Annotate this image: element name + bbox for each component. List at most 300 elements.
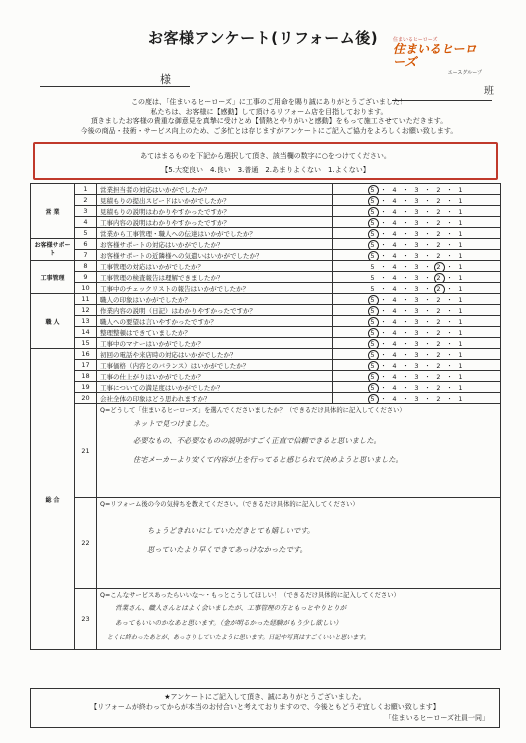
rating-separator: ・ bbox=[402, 383, 409, 392]
rating-separator: ・ bbox=[380, 284, 387, 293]
rating-option-2[interactable]: 2 bbox=[436, 251, 441, 260]
rating-separator: ・ bbox=[402, 394, 409, 403]
rating-separator: ・ bbox=[446, 251, 453, 260]
logo-tagline: 住まいるヒーローズ bbox=[393, 37, 438, 43]
rating-option-4[interactable]: 4 bbox=[392, 273, 397, 282]
rating-scale[interactable] bbox=[333, 360, 501, 371]
rating-separator: ・ bbox=[446, 229, 453, 238]
rating-separator: ・ bbox=[424, 317, 431, 326]
rating-separator: ・ bbox=[424, 196, 431, 205]
rating-option-4[interactable]: 4 bbox=[392, 306, 397, 315]
rating-scale[interactable] bbox=[333, 382, 501, 393]
question-text: お客様サポートの近隣様への気遣いはいかがでしたか？ bbox=[97, 250, 333, 261]
table-row bbox=[31, 393, 501, 404]
rating-separator: ・ bbox=[424, 394, 431, 403]
rating-scale[interactable] bbox=[333, 184, 501, 195]
question-text: 作業内容の説明（日記）はわかりやすかったですか？ bbox=[97, 305, 333, 316]
rating-option-2[interactable]: 2 bbox=[432, 285, 446, 293]
rating-scale[interactable] bbox=[333, 294, 501, 305]
rating-option-2[interactable]: 2 bbox=[436, 185, 441, 194]
question-text: 工事中のチェックリストの報告はいかがでしたか？ bbox=[97, 283, 333, 294]
table-row bbox=[31, 338, 501, 349]
rating-option-2[interactable]: 2 bbox=[436, 317, 441, 326]
table-row bbox=[31, 217, 501, 228]
rating-separator: ・ bbox=[402, 207, 409, 216]
rating-option-4[interactable]: 4 bbox=[392, 229, 397, 238]
rating-option-2[interactable]: 2 bbox=[436, 372, 441, 381]
rating-option-5[interactable]: 5 bbox=[366, 351, 380, 359]
category-kanri: 工事管理 bbox=[31, 261, 75, 294]
rating-option-4[interactable]: 4 bbox=[392, 317, 397, 326]
category-eigyo: 営 業 bbox=[31, 184, 75, 239]
rating-separator: ・ bbox=[402, 185, 409, 194]
rating-option-5[interactable]: 5 bbox=[366, 384, 380, 392]
rating-option-3[interactable]: 3 bbox=[414, 372, 419, 381]
logo-sub: エースグループ bbox=[447, 70, 482, 76]
rating-option-4[interactable]: 4 bbox=[392, 361, 397, 370]
rating-options bbox=[366, 384, 468, 392]
category-support: お客様サポート bbox=[31, 239, 75, 261]
rating-options bbox=[366, 296, 468, 304]
rating-option-4[interactable]: 4 bbox=[392, 240, 397, 249]
rating-separator: ・ bbox=[380, 394, 387, 403]
rating-separator: ・ bbox=[446, 240, 453, 249]
rating-separator: ・ bbox=[402, 317, 409, 326]
rating-scale[interactable] bbox=[333, 371, 501, 382]
rating-scale[interactable] bbox=[333, 195, 501, 206]
rating-option-1[interactable]: 1 bbox=[458, 339, 463, 348]
rating-option-1[interactable]: 1 bbox=[458, 350, 463, 359]
rating-separator: ・ bbox=[380, 372, 387, 381]
rating-scale[interactable] bbox=[333, 283, 501, 294]
question-number: 3 bbox=[75, 206, 97, 217]
rating-option-5[interactable]: 5 bbox=[366, 318, 380, 326]
rating-option-2[interactable]: 2 bbox=[432, 274, 446, 282]
handwritten-answer: 必要なもの、不必要なものの説明がすごく正直で信頼できると思いました。 bbox=[133, 436, 381, 445]
rating-separator: ・ bbox=[402, 273, 409, 282]
rating-option-4[interactable]: 4 bbox=[392, 328, 397, 337]
rating-separator: ・ bbox=[380, 306, 387, 315]
open-answer-22[interactable] bbox=[97, 498, 501, 589]
question-text: 見積もりの提出スピードはいかがでしたか？ bbox=[97, 195, 333, 206]
table-row bbox=[31, 316, 501, 327]
rating-option-5[interactable]: 5 bbox=[366, 197, 380, 205]
rating-separator: ・ bbox=[446, 372, 453, 381]
rating-option-3[interactable]: 3 bbox=[414, 350, 419, 359]
rating-option-1[interactable]: 1 bbox=[458, 372, 463, 381]
rating-separator: ・ bbox=[424, 339, 431, 348]
question-number: 16 bbox=[75, 349, 97, 360]
question-text: 会社全体の印象はどう思われますか？ bbox=[97, 393, 333, 404]
rating-option-4[interactable]: 4 bbox=[392, 383, 397, 392]
intro-line: 私たちは、お客様に【感動】して頂けるリフォーム店を目指しております。 bbox=[150, 107, 388, 116]
footer-thanks: ★アンケートにご記入して頂き、誠にありがとうございました。 bbox=[164, 693, 366, 701]
rating-scale[interactable] bbox=[333, 272, 501, 283]
rating-options bbox=[366, 263, 468, 271]
question-text: 工事管理の対応はいかがでしたか？ bbox=[97, 261, 333, 272]
rating-option-4[interactable]: 4 bbox=[392, 295, 397, 304]
rating-option-4[interactable]: 4 bbox=[392, 339, 397, 348]
rating-separator: ・ bbox=[380, 295, 387, 304]
question-number: 5 bbox=[75, 228, 97, 239]
rating-option-5[interactable]: 5 bbox=[366, 395, 380, 403]
rating-legend: 【5.大変良い 4.良い 3.普通 2.あまりよくない 1.よくない】 bbox=[161, 166, 370, 174]
question-number: 14 bbox=[75, 327, 97, 338]
rating-option-3[interactable]: 3 bbox=[414, 339, 419, 348]
rating-option-5[interactable]: 5 bbox=[366, 208, 380, 216]
question-number: 9 bbox=[75, 272, 97, 283]
rating-option-1[interactable]: 1 bbox=[458, 317, 463, 326]
question-number: 1 bbox=[75, 184, 97, 195]
rating-separator: ・ bbox=[380, 383, 387, 392]
rating-option-5[interactable]: 5 bbox=[370, 273, 375, 282]
rating-options bbox=[366, 395, 468, 403]
rating-separator: ・ bbox=[424, 218, 431, 227]
question-number: 18 bbox=[75, 371, 97, 382]
rating-separator: ・ bbox=[424, 273, 431, 282]
rating-separator: ・ bbox=[446, 218, 453, 227]
table-row bbox=[31, 250, 501, 261]
rating-separator: ・ bbox=[380, 218, 387, 227]
rating-option-3[interactable]: 3 bbox=[414, 273, 419, 282]
handwritten-answer: 営業さん、職人さんとはよく会いましたが、工事管理の方ともっとやりとりが bbox=[115, 604, 347, 612]
rating-option-3[interactable]: 3 bbox=[414, 295, 419, 304]
table-row bbox=[31, 498, 501, 589]
rating-separator: ・ bbox=[402, 196, 409, 205]
rating-option-2[interactable]: 2 bbox=[432, 263, 446, 271]
rating-option-1[interactable]: 1 bbox=[458, 207, 463, 216]
rating-scale[interactable] bbox=[333, 338, 501, 349]
question-text: 工事中のマナーはいかがでしたか？ bbox=[97, 338, 333, 349]
rating-scale[interactable] bbox=[333, 217, 501, 228]
rating-option-2[interactable]: 2 bbox=[436, 306, 441, 315]
footer-signature: 「住まいるヒーローズ社員一同」 bbox=[384, 714, 489, 722]
rating-option-3[interactable]: 3 bbox=[414, 196, 419, 205]
rating-separator: ・ bbox=[446, 196, 453, 205]
rating-separator: ・ bbox=[402, 339, 409, 348]
rating-option-2[interactable]: 2 bbox=[436, 350, 441, 359]
rating-option-1[interactable]: 1 bbox=[458, 196, 463, 205]
rating-option-5[interactable]: 5 bbox=[366, 219, 380, 227]
rating-separator: ・ bbox=[402, 240, 409, 249]
rating-options bbox=[366, 351, 468, 359]
rating-option-4[interactable]: 4 bbox=[392, 372, 397, 381]
rating-option-1[interactable]: 1 bbox=[458, 361, 463, 370]
rating-option-2[interactable]: 2 bbox=[436, 361, 441, 370]
rating-options bbox=[366, 241, 468, 249]
rating-scale[interactable] bbox=[333, 250, 501, 261]
rating-separator: ・ bbox=[424, 284, 431, 293]
rating-options bbox=[366, 274, 468, 282]
rating-option-1[interactable]: 1 bbox=[458, 295, 463, 304]
rating-option-5[interactable]: 5 bbox=[366, 241, 380, 249]
rating-option-4[interactable]: 4 bbox=[392, 196, 397, 205]
rating-option-2[interactable]: 2 bbox=[436, 339, 441, 348]
rating-separator: ・ bbox=[402, 218, 409, 227]
rating-option-4[interactable]: 4 bbox=[392, 350, 397, 359]
rating-separator: ・ bbox=[446, 317, 453, 326]
customer-suffix: 様 bbox=[160, 73, 171, 86]
rating-separator: ・ bbox=[380, 339, 387, 348]
handwritten-answer: 思っていたより早くできてあっけなかったです。 bbox=[147, 545, 307, 554]
rating-separator: ・ bbox=[380, 317, 387, 326]
rating-separator: ・ bbox=[424, 207, 431, 216]
rating-options bbox=[366, 208, 468, 216]
rating-option-5[interactable]: 5 bbox=[366, 340, 380, 348]
question-number: 6 bbox=[75, 239, 97, 250]
question-text: お客様サポートの対応はいかがでしたか？ bbox=[97, 239, 333, 250]
rating-option-5[interactable]: 5 bbox=[366, 186, 380, 194]
rating-separator: ・ bbox=[380, 229, 387, 238]
rating-option-4[interactable]: 4 bbox=[392, 185, 397, 194]
rating-option-4[interactable]: 4 bbox=[392, 284, 397, 293]
rating-separator: ・ bbox=[446, 328, 453, 337]
rating-option-1[interactable]: 1 bbox=[458, 251, 463, 260]
rating-option-4[interactable]: 4 bbox=[392, 251, 397, 260]
open-answer-21[interactable] bbox=[97, 404, 501, 498]
rating-option-1[interactable]: 1 bbox=[458, 218, 463, 227]
open-question-text: Q=リフォーム後の今の気持ちを教えてください。（できるだけ具体的に記入してください） bbox=[100, 501, 359, 508]
rating-separator: ・ bbox=[424, 306, 431, 315]
intro-line: 今後の商品・技術・サービス向上のため、ご多忙とは存じますがアンケートにご記入ご協力をよろしくお願い致します。 bbox=[80, 126, 458, 135]
rating-option-2[interactable]: 2 bbox=[436, 196, 441, 205]
table-row bbox=[31, 184, 501, 195]
company-logo bbox=[393, 36, 488, 76]
rating-option-4[interactable]: 4 bbox=[392, 218, 397, 227]
question-text: 整理整頓はできていましたか？ bbox=[97, 327, 333, 338]
table-row bbox=[31, 195, 501, 206]
rating-option-3[interactable]: 3 bbox=[414, 306, 419, 315]
question-text: 営業から工事管理・職人への伝達はいかがでしたか？ bbox=[97, 228, 333, 239]
question-text: 見積もりの説明はわかりやすかったですか？ bbox=[97, 206, 333, 217]
rating-separator: ・ bbox=[446, 262, 453, 271]
table-row bbox=[31, 349, 501, 360]
rating-separator: ・ bbox=[446, 383, 453, 392]
rating-separator: ・ bbox=[402, 284, 409, 293]
handwritten-answer: ネットで見つけました。 bbox=[133, 419, 214, 428]
rating-option-3[interactable]: 3 bbox=[414, 317, 419, 326]
rating-separator: ・ bbox=[446, 207, 453, 216]
rating-option-1[interactable]: 1 bbox=[458, 394, 463, 403]
question-text: 工事内容の説明はわかりやすかったですか？ bbox=[97, 217, 333, 228]
question-number: 23 bbox=[75, 589, 97, 650]
rating-options bbox=[366, 340, 468, 348]
question-number: 17 bbox=[75, 360, 97, 371]
question-text: 営業担当者の対応はいかがでしたか？ bbox=[97, 184, 333, 195]
rating-option-3[interactable]: 3 bbox=[414, 251, 419, 260]
rating-option-5[interactable]: 5 bbox=[370, 262, 375, 271]
rating-option-3[interactable]: 3 bbox=[414, 383, 419, 392]
rating-separator: ・ bbox=[380, 185, 387, 194]
rating-options bbox=[366, 219, 468, 227]
rating-separator: ・ bbox=[446, 339, 453, 348]
rating-option-1[interactable]: 1 bbox=[458, 383, 463, 392]
rating-option-4[interactable]: 4 bbox=[392, 207, 397, 216]
question-text: 工事管理の検査報告は理解できましたか？ bbox=[97, 272, 333, 283]
rating-separator: ・ bbox=[380, 361, 387, 370]
rating-options bbox=[366, 285, 468, 293]
rating-separator: ・ bbox=[402, 251, 409, 260]
rating-separator: ・ bbox=[424, 185, 431, 194]
rating-option-2[interactable]: 2 bbox=[436, 383, 441, 392]
rating-separator: ・ bbox=[424, 383, 431, 392]
rating-separator: ・ bbox=[446, 306, 453, 315]
rating-separator: ・ bbox=[402, 306, 409, 315]
table-row bbox=[31, 360, 501, 371]
rating-option-2[interactable]: 2 bbox=[436, 229, 441, 238]
rating-option-1[interactable]: 1 bbox=[458, 306, 463, 315]
question-text: 初回の電話や来店時の対応はいかがでしたか？ bbox=[97, 349, 333, 360]
rating-option-5[interactable]: 5 bbox=[366, 230, 380, 238]
rating-separator: ・ bbox=[424, 251, 431, 260]
rating-option-1[interactable]: 1 bbox=[458, 229, 463, 238]
question-text: 工事価格（内容とのバランス）はいかがでしたか？ bbox=[97, 360, 333, 371]
rating-option-5[interactable]: 5 bbox=[366, 329, 380, 337]
rating-option-3[interactable]: 3 bbox=[414, 262, 419, 271]
rating-separator: ・ bbox=[424, 240, 431, 249]
rating-scale[interactable] bbox=[333, 393, 501, 404]
rating-separator: ・ bbox=[424, 295, 431, 304]
table-row bbox=[31, 327, 501, 338]
rating-option-2[interactable]: 2 bbox=[436, 218, 441, 227]
category-sogo: 総 合 bbox=[31, 349, 75, 650]
rating-option-1[interactable]: 1 bbox=[458, 240, 463, 249]
rating-option-3[interactable]: 3 bbox=[414, 328, 419, 337]
rating-option-5[interactable]: 5 bbox=[370, 284, 375, 293]
question-text: 工事についての満足度はいかがでしたか？ bbox=[97, 382, 333, 393]
rating-separator: ・ bbox=[424, 350, 431, 359]
question-text: 工事の仕上がりはいかがでしたか？ bbox=[97, 371, 333, 382]
table-row bbox=[31, 239, 501, 250]
team-suffix: 班 bbox=[484, 86, 494, 97]
rating-separator: ・ bbox=[424, 361, 431, 370]
rating-option-1[interactable]: 1 bbox=[458, 185, 463, 194]
intro-line: 頂きましたお客様の貴重な御意見を真摯に受けとめ【情熱とやりがいと感動】をもって施工させていただきます。 bbox=[90, 117, 448, 125]
rating-separator: ・ bbox=[380, 273, 387, 282]
table-row bbox=[31, 261, 501, 272]
table-row bbox=[31, 371, 501, 382]
rating-separator: ・ bbox=[402, 372, 409, 381]
rating-option-3[interactable]: 3 bbox=[414, 218, 419, 227]
rating-scale[interactable] bbox=[333, 228, 501, 239]
rating-option-5[interactable]: 5 bbox=[366, 252, 380, 260]
rating-option-3[interactable]: 3 bbox=[414, 185, 419, 194]
instructions-box bbox=[33, 142, 498, 180]
rating-options bbox=[366, 362, 468, 370]
rating-separator: ・ bbox=[424, 229, 431, 238]
rating-option-1[interactable]: 1 bbox=[458, 273, 463, 282]
question-number: 4 bbox=[75, 217, 97, 228]
table-row bbox=[31, 305, 501, 316]
rating-scale[interactable] bbox=[333, 206, 501, 217]
rating-separator: ・ bbox=[424, 328, 431, 337]
table-row bbox=[31, 206, 501, 217]
rating-separator: ・ bbox=[402, 229, 409, 238]
open-answer-23[interactable] bbox=[97, 589, 501, 650]
table-row bbox=[31, 272, 501, 283]
rating-separator: ・ bbox=[380, 328, 387, 337]
rating-option-2[interactable]: 2 bbox=[436, 328, 441, 337]
category-shokunin: 職 人 bbox=[31, 294, 75, 349]
rating-separator: ・ bbox=[402, 328, 409, 337]
rating-option-3[interactable]: 3 bbox=[414, 229, 419, 238]
handwritten-answer: 住宅メーカーより安くて内容が上を行ってると感じられて決めようと思いました。 bbox=[133, 455, 403, 464]
rating-scale[interactable] bbox=[333, 305, 501, 316]
rating-separator: ・ bbox=[446, 284, 453, 293]
rating-option-4[interactable]: 4 bbox=[392, 394, 397, 403]
rating-option-3[interactable]: 3 bbox=[414, 394, 419, 403]
rating-options bbox=[366, 318, 468, 326]
rating-options bbox=[366, 329, 468, 337]
rating-option-5[interactable]: 5 bbox=[366, 296, 380, 304]
rating-option-5[interactable]: 5 bbox=[366, 307, 380, 315]
rating-option-2[interactable]: 2 bbox=[436, 240, 441, 249]
rating-scale[interactable] bbox=[333, 349, 501, 360]
intro-text bbox=[34, 98, 504, 136]
rating-option-3[interactable]: 3 bbox=[414, 207, 419, 216]
handwritten-answer: あってもいいのかなあと思います。（金が明るかった経験がもう少し欲しい） bbox=[115, 619, 342, 627]
rating-options bbox=[366, 186, 468, 194]
survey-table bbox=[30, 183, 501, 650]
rating-scale[interactable] bbox=[333, 261, 501, 272]
rating-options bbox=[366, 230, 468, 238]
table-row bbox=[31, 382, 501, 393]
question-number: 12 bbox=[75, 305, 97, 316]
rating-option-3[interactable]: 3 bbox=[414, 240, 419, 249]
rating-option-3[interactable]: 3 bbox=[414, 284, 419, 293]
rating-separator: ・ bbox=[446, 273, 453, 282]
rating-separator: ・ bbox=[446, 361, 453, 370]
rating-separator: ・ bbox=[446, 185, 453, 194]
rating-scale[interactable] bbox=[333, 316, 501, 327]
intro-line: この度は、「住まいるヒーローズ」に工事のご用命を賜り誠にありがとうございました！ bbox=[131, 98, 407, 106]
question-number: 10 bbox=[75, 283, 97, 294]
rating-separator: ・ bbox=[380, 196, 387, 205]
rating-separator: ・ bbox=[446, 295, 453, 304]
question-number: 22 bbox=[75, 498, 97, 589]
rating-option-1[interactable]: 1 bbox=[458, 262, 463, 271]
rating-option-2[interactable]: 2 bbox=[436, 394, 441, 403]
rating-separator: ・ bbox=[424, 262, 431, 271]
question-text: 職人の印象はいかがでしたか？ bbox=[97, 294, 333, 305]
table-row bbox=[31, 228, 501, 239]
table-row bbox=[31, 589, 501, 650]
rating-option-5[interactable]: 5 bbox=[366, 373, 380, 381]
handwritten-answer: とくに終わったあとが、あっさりしていたように思います。日記や写真はすごくいいと思います。 bbox=[107, 634, 370, 641]
rating-option-3[interactable]: 3 bbox=[414, 361, 419, 370]
rating-scale[interactable] bbox=[333, 327, 501, 338]
rating-separator: ・ bbox=[380, 251, 387, 260]
question-number: 11 bbox=[75, 294, 97, 305]
rating-option-4[interactable]: 4 bbox=[392, 262, 397, 271]
open-question-text: Q=こんなサービスあったらいいな～・もっとこうしてほしい！（できるだけ具体的に記入してください） bbox=[100, 592, 400, 599]
logo-brand: 住まいるヒーローズ bbox=[393, 42, 477, 69]
table-row bbox=[31, 294, 501, 305]
question-text: 職人への要望は言いやすかったですか？ bbox=[97, 316, 333, 327]
rating-option-5[interactable]: 5 bbox=[366, 362, 380, 370]
rating-options bbox=[366, 307, 468, 315]
rating-option-2[interactable]: 2 bbox=[436, 295, 441, 304]
question-number: 19 bbox=[75, 382, 97, 393]
rating-option-2[interactable]: 2 bbox=[436, 207, 441, 216]
rating-scale[interactable] bbox=[333, 239, 501, 250]
rating-separator: ・ bbox=[380, 350, 387, 359]
rating-options bbox=[366, 373, 468, 381]
rating-option-1[interactable]: 1 bbox=[458, 284, 463, 293]
rating-option-1[interactable]: 1 bbox=[458, 328, 463, 337]
table-row bbox=[31, 283, 501, 294]
open-question-text: Q=どうして「住まいるヒーローズ」を選んでくださいましたか？（できるだけ具体的に記入してください） bbox=[100, 407, 406, 414]
